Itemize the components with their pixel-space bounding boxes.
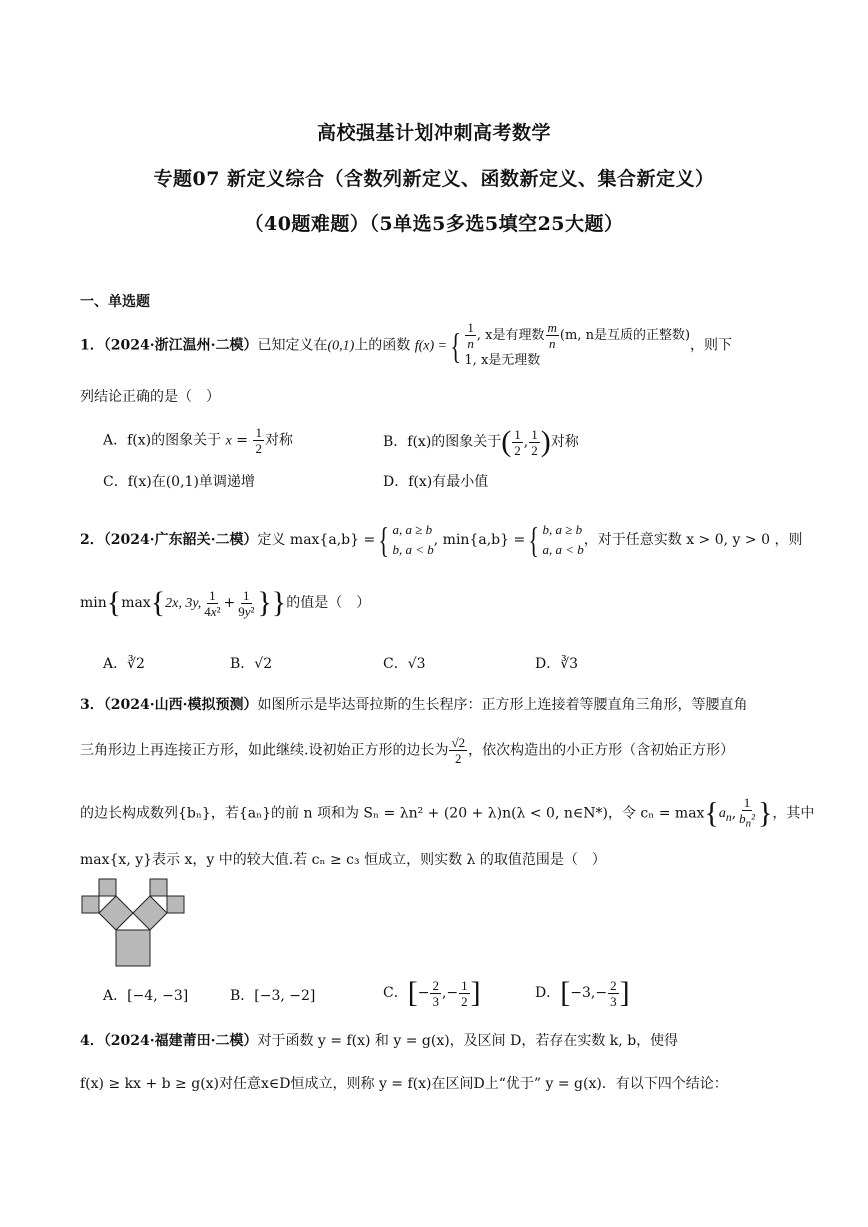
q1-option-c[interactable]: C．f(x)在(0,1)单调递增	[103, 474, 255, 490]
tree-square-small-4	[167, 896, 184, 913]
q2-option-b[interactable]: B．√2	[230, 656, 273, 672]
q3-option-a[interactable]: A．[−4, −3]	[103, 988, 189, 1004]
tree-square-base	[116, 930, 150, 966]
q3-stem-line3: 的边长构成数列{bₙ}，若{aₙ}的前 n 项和为 Sₙ = λn² + (20 + λ)n(λ < 0, n∈N*)，令 $c_n = \max\{a_n$, $\frac{1}{b_n^2}$ }，其中	[80, 795, 815, 830]
doc-subtitle-2: （40题难题）（5单选5多选5填空25大题）	[244, 213, 624, 235]
q2-option-a[interactable]: A．∛2	[103, 656, 145, 672]
q3-stem-line2: 三角形边上再连接正方形，如此继续.设初始正方形的边长为 $\frac{√2}{2}$ ，依次构造出的小正方形（含初始正方形）	[80, 735, 735, 766]
tree-square-left	[99, 896, 133, 930]
doc-title: 高校强基计划冲刺高考数学	[316, 122, 551, 144]
q3-option-b[interactable]: B．[−3, −2]	[230, 988, 316, 1004]
q3-option-c[interactable]: C．[− $\frac{2}{3}$ ,− $\frac{1}{2}$ ]	[383, 976, 481, 1009]
q1-stem: 1．（2024·浙江温州·二模）已知定义在(0,1)上的函数 f(x) ={ $\frac{1}{n}$ , x是有理数 $\frac{m}{n}$ (m, n是互质的正整数) 1, x是无理数 ，则下	[80, 320, 733, 368]
q3-option-d[interactable]: D．[−3,− $\frac{2}{3}$ ]	[535, 976, 630, 1009]
pythagoras-tree-figure	[78, 874, 188, 970]
section-heading: 一、单选题	[80, 294, 150, 310]
q2-option-d[interactable]: D．∛3	[535, 656, 579, 672]
q1-stem-line2: 列结论正确的是（ ）	[80, 389, 220, 405]
q1-option-d[interactable]: D．f(x)有最小值	[383, 474, 489, 490]
q2-stem: 2．（2024·广东韶关·二模）定义 max{a,b} ={ a, a ≥ b b, a < b , min{a,b} ={ b, a ≥ b a, a < b ，对于任意实数 x > 0, y > 0 ，则	[80, 520, 803, 560]
q2-expression: min{max{2x, 3y, $\frac{1}{\text{4x²}}$ + $\frac{1}{\text{9y²}}$ }}的值是（ ）	[80, 586, 371, 619]
tree-square-small-3	[150, 879, 167, 896]
q4-stem: 4．（2024·福建莆田·二模）对于函数 y = f(x) 和 y = g(x)，及区间 D，若存在实数 k, b，使得	[80, 1033, 679, 1049]
q2-option-c[interactable]: C．√3	[383, 656, 426, 672]
q4-stem-line2: f(x) ≥ kx + b ≥ g(x)对任意x∈D恒成立，则称 y = f(x)在区间D上“优于” y = g(x)．有以下四个结论：	[80, 1076, 728, 1092]
tree-square-small-1	[82, 896, 99, 913]
tree-square-right	[133, 896, 167, 930]
q3-stem: 3．（2024·山西·模拟预测）如图所示是毕达哥拉斯的生长程序：正方形上连接着等腰直角三角形，等腰直角	[80, 697, 748, 713]
q3-stem-line4: max{x, y}表示 x，y 中的较大值.若 cₙ ≥ c₃ 恒成立，则实数 λ 的取值范围是（ ）	[80, 852, 606, 868]
tree-square-small-2	[99, 879, 116, 896]
q1-option-a[interactable]: A．f(x)的图象关于 x = $\frac{1}{2}$ 对称	[103, 425, 293, 456]
doc-subtitle: 专题07 新定义综合（含数列新定义、函数新定义、集合新定义）	[153, 168, 715, 190]
q1-option-b[interactable]: B．f(x)的图象关于( $\frac{1}{2}$ , $\frac{1}{2}$ )对称	[383, 425, 579, 458]
